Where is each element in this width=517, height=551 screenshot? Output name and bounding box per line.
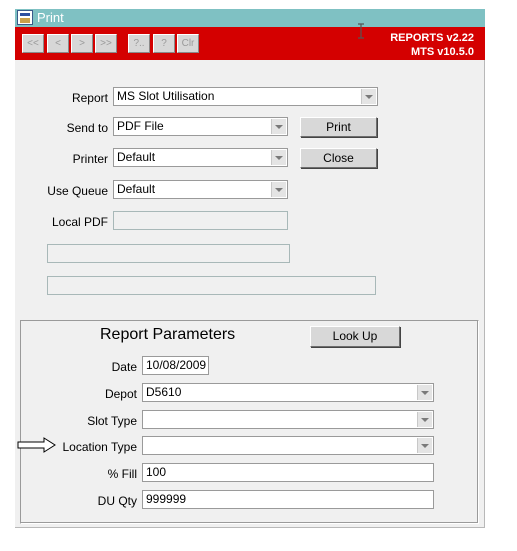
look-up-button[interactable]: Look Up xyxy=(310,326,400,347)
depot-value: D5610 xyxy=(146,385,182,399)
report-select[interactable] xyxy=(113,87,378,106)
clear-button[interactable]: Clr xyxy=(177,34,199,53)
chevron-down-icon[interactable] xyxy=(417,438,432,453)
extra-field-2[interactable] xyxy=(47,276,376,295)
first-record-button[interactable]: << xyxy=(22,34,44,53)
list-values-button[interactable]: ?.. xyxy=(128,34,150,53)
print-button[interactable]: Print xyxy=(300,117,377,137)
previous-record-button[interactable]: < xyxy=(47,34,69,53)
last-record-button[interactable]: >> xyxy=(95,34,117,53)
chevron-down-icon[interactable] xyxy=(271,182,286,197)
send-to-label: Send to xyxy=(66,121,108,135)
print-app-icon xyxy=(17,10,33,25)
chevron-down-icon[interactable] xyxy=(417,385,432,400)
use-queue-select[interactable] xyxy=(113,180,288,199)
pointer-arrow-icon xyxy=(17,437,57,453)
use-queue-value: Default xyxy=(117,182,156,196)
printer-value: Default xyxy=(117,150,156,164)
fill-field[interactable]: 100 xyxy=(142,463,434,482)
help-button[interactable]: ? xyxy=(153,34,175,53)
fill-label: % Fill xyxy=(107,467,137,481)
extra-field-1[interactable] xyxy=(47,244,290,263)
chevron-down-icon[interactable] xyxy=(271,150,286,165)
window-title: Print xyxy=(37,10,64,25)
du-qty-label: DU Qty xyxy=(97,494,137,508)
chevron-down-icon[interactable] xyxy=(417,412,432,427)
date-field[interactable]: 10/08/2009 xyxy=(142,356,209,375)
depot-select[interactable] xyxy=(142,383,434,402)
text-cursor-icon xyxy=(356,23,366,39)
reports-version: REPORTS v2.22 xyxy=(390,32,474,44)
slot-type-select[interactable] xyxy=(142,410,434,429)
local-pdf-label: Local PDF xyxy=(51,215,108,229)
local-pdf-field[interactable] xyxy=(113,211,288,230)
du-qty-field[interactable]: 999999 xyxy=(142,490,434,509)
use-queue-label: Use Queue xyxy=(47,184,108,198)
location-type-select[interactable] xyxy=(142,436,434,455)
printer-label: Printer xyxy=(72,152,108,166)
printer-select[interactable] xyxy=(113,148,288,167)
report-parameters-title: Report Parameters xyxy=(100,326,236,343)
send-to-select[interactable] xyxy=(113,117,288,136)
chevron-down-icon[interactable] xyxy=(271,119,286,134)
depot-label: Depot xyxy=(104,387,137,401)
next-record-button[interactable]: > xyxy=(71,34,93,53)
mts-version: MTS v10.5.0 xyxy=(411,46,474,58)
toolbar xyxy=(15,27,485,60)
send-to-value: PDF File xyxy=(117,119,164,133)
date-label: Date xyxy=(111,360,137,374)
report-label: Report xyxy=(71,91,108,105)
report-value: MS Slot Utilisation xyxy=(117,89,215,103)
location-type-label: Location Type xyxy=(62,440,137,454)
chevron-down-icon[interactable] xyxy=(361,89,376,104)
slot-type-label: Slot Type xyxy=(87,414,137,428)
title-bar[interactable] xyxy=(15,9,485,27)
close-button[interactable]: Close xyxy=(300,148,377,168)
